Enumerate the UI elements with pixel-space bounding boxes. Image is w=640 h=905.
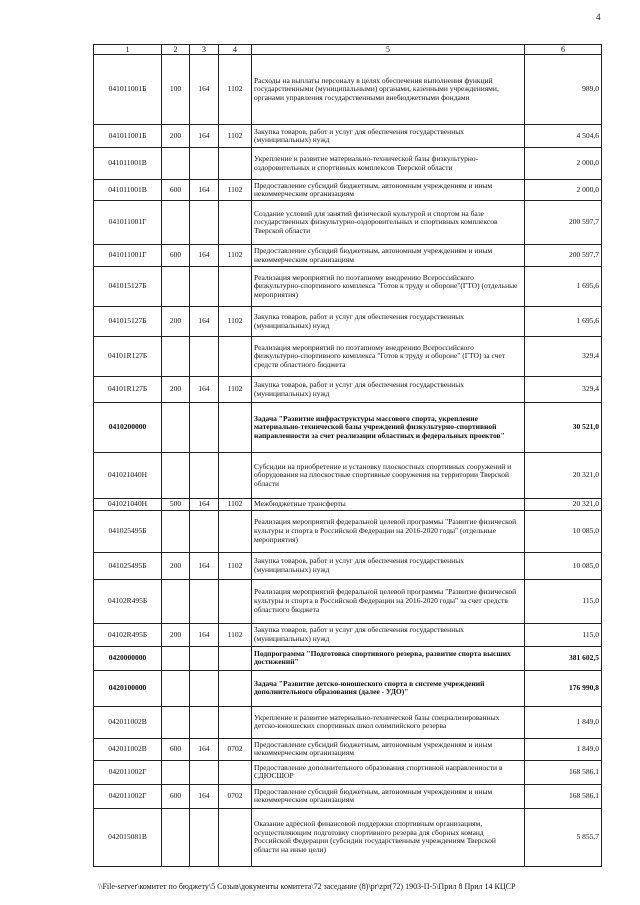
row-code-cell: 04102R495Б (94, 623, 162, 646)
row-code-cell: 041011001В (94, 180, 162, 201)
row-amount-cell: 30 521,0 (525, 403, 602, 453)
row-code-cell: 041011001Б (94, 55, 162, 125)
row-expense-type-cell: 600 (162, 245, 190, 267)
row-expense-type-cell (162, 706, 190, 738)
row-amount-cell: 115,0 (525, 579, 602, 623)
row-code-cell: 04102R495Б (94, 579, 162, 623)
row-subsection-cell: 0702 (219, 784, 252, 808)
table-row (94, 337, 602, 377)
row-subsection-cell (219, 670, 252, 706)
row-code-cell: 041021040Н (94, 499, 162, 511)
row-section-cell (190, 201, 219, 245)
row-code-cell: 041025495Б (94, 510, 162, 552)
table-row (94, 307, 602, 337)
table-row (94, 808, 602, 866)
row-name-cell: Реализация мероприятий федеральной целевой программы "Развитие физической культуры и спорта в Российской Федерации на 2016-2020 годы" за счет средств областного бюджета (252, 579, 525, 623)
row-name-cell: Задача "Развитие инфраструктуры массового спорта, укрепление материально-технической базы учреждений физкультурно-спортивной направленности за счет реализации областных и федеральных проектов" (252, 403, 525, 453)
row-code-cell: 0420100000 (94, 670, 162, 706)
row-section-cell (190, 670, 219, 706)
row-section-cell: 164 (190, 125, 219, 148)
row-section-cell (190, 646, 219, 670)
table-row (94, 180, 602, 201)
table-row (94, 403, 602, 453)
row-code-cell: 041011001Б (94, 125, 162, 148)
row-expense-type-cell: 200 (162, 552, 190, 579)
table-row (94, 125, 602, 148)
row-amount-cell: 115,0 (525, 623, 602, 646)
table-row (94, 646, 602, 670)
table-row (94, 377, 602, 403)
row-name-cell: Задача "Развитие детско-юношеского спорта в системе учреждений дополнительного образования (далее - УДО)" (252, 670, 525, 706)
file-path-footer: \\File-server\комитет по бюджету\5 Созыв\документы комитета\72 заседание (8)\pr\zpr(72) 1903-П-5\Прил 8 Прил 14 КЦСР (98, 882, 516, 891)
row-code-cell: 041021040Н (94, 453, 162, 499)
row-code-cell: 041011001Г (94, 201, 162, 245)
row-expense-type-cell (162, 760, 190, 784)
row-amount-cell: 2 000,0 (525, 180, 602, 201)
row-amount-cell: 329,4 (525, 377, 602, 403)
row-section-cell: 164 (190, 307, 219, 337)
row-amount-cell: 2 000,0 (525, 148, 602, 180)
row-code-cell: 042015081В (94, 808, 162, 866)
row-code-cell: 0410200000 (94, 403, 162, 453)
row-subsection-cell: 1102 (219, 180, 252, 201)
table-row (94, 623, 602, 646)
row-subsection-cell: 1102 (219, 125, 252, 148)
row-amount-cell: 200 597,7 (525, 245, 602, 267)
row-amount-cell: 4 504,6 (525, 125, 602, 148)
table-row (94, 670, 602, 706)
row-name-cell: Предоставление субсидий бюджетным, автономным учреждениям и иным некоммерческим организациям (252, 738, 525, 760)
row-section-cell (190, 510, 219, 552)
table-row (94, 55, 602, 125)
row-subsection-cell (219, 706, 252, 738)
row-section-cell: 164 (190, 377, 219, 403)
row-subsection-cell: 1102 (219, 307, 252, 337)
budget-table (93, 44, 602, 867)
row-name-cell: Оказание адресной финансовой поддержки спортивным организациям, осуществляющим подготовку спортивного резерва для сборных команд Российской Федерации (субсидии государственным учреждениям Тверской области на иные цели) (252, 808, 525, 866)
page-number: 4 (596, 12, 601, 22)
row-expense-type-cell: 600 (162, 180, 190, 201)
header-cell-subsection: 4 (219, 45, 252, 55)
row-subsection-cell (219, 403, 252, 453)
row-name-cell: Реализация мероприятий федеральной целевой программы "Развитие физической культуры и спорта в Российской Федерации на 2016-2020 годы" (отдельные мероприятия) (252, 510, 525, 552)
row-subsection-cell (219, 337, 252, 377)
row-expense-type-cell: 200 (162, 307, 190, 337)
row-amount-cell: 10 085,0 (525, 510, 602, 552)
row-expense-type-cell: 200 (162, 623, 190, 646)
row-expense-type-cell (162, 579, 190, 623)
row-expense-type-cell: 200 (162, 125, 190, 148)
row-expense-type-cell: 600 (162, 738, 190, 760)
row-amount-cell: 989,0 (525, 55, 602, 125)
row-name-cell: Предоставление субсидий бюджетным, автономным учреждениям и иным некоммерческим организациям (252, 784, 525, 808)
row-code-cell: 042011002Г (94, 760, 162, 784)
row-name-cell: Подпрограмма "Подготовка спортивного резерва, развитие спорта высших достижений" (252, 646, 525, 670)
row-expense-type-cell (162, 670, 190, 706)
header-cell-name: 5 (252, 45, 525, 55)
row-section-cell: 164 (190, 784, 219, 808)
row-name-cell: Закупка товаров, работ и услуг для обеспечения государственных (муниципальных) нужд (252, 623, 525, 646)
row-expense-type-cell (162, 148, 190, 180)
row-section-cell (190, 337, 219, 377)
row-name-cell: Закупка товаров, работ и услуг для обеспечения государственных (муниципальных) нужд (252, 125, 525, 148)
row-name-cell: Закупка товаров, работ и услуг для обеспечения государственных (муниципальных) нужд (252, 377, 525, 403)
row-name-cell: Предоставление дополнительного образования спортивной направленности в СДЮСШОР (252, 760, 525, 784)
table-row (94, 453, 602, 499)
row-amount-cell: 1 695,6 (525, 267, 602, 307)
header-cell-expense-type: 2 (162, 45, 190, 55)
row-name-cell: Реализация мероприятий по поэтапному внедрению Всероссийского физкультурно-спортивного комплекса "Готов к труду и обороне"(ГТО) (отдельные мероприятия) (252, 267, 525, 307)
row-name-cell: Создание условий для занятий физической культурой и спортом на базе государственных физкультурно-оздоровительных и спортивных комплексов Тверской области (252, 201, 525, 245)
row-name-cell: Субсидии на приобретение и установку плоскостных спортивных сооружений и оборудования на плоскостные спортивные сооружения на территории Тверской области (252, 453, 525, 499)
row-subsection-cell (219, 808, 252, 866)
row-subsection-cell: 1102 (219, 55, 252, 125)
row-amount-cell: 5 855,7 (525, 808, 602, 866)
row-name-cell: Укрепление и развитие материально-технической базы физкультурно-оздоровительных и спортивных комплексов Тверской области (252, 148, 525, 180)
row-amount-cell: 1 849,0 (525, 706, 602, 738)
row-subsection-cell: 1102 (219, 377, 252, 403)
row-expense-type-cell: 100 (162, 55, 190, 125)
row-section-cell (190, 403, 219, 453)
row-expense-type-cell (162, 808, 190, 866)
row-expense-type-cell: 600 (162, 784, 190, 808)
row-name-cell: Межбюджетные трансферты (252, 499, 525, 511)
table-row (94, 510, 602, 552)
row-amount-cell: 200 597,7 (525, 201, 602, 245)
row-code-cell: 042011002Г (94, 784, 162, 808)
row-amount-cell: 176 990,8 (525, 670, 602, 706)
row-section-cell: 164 (190, 552, 219, 579)
row-expense-type-cell (162, 337, 190, 377)
table-row (94, 760, 602, 784)
row-subsection-cell: 0702 (219, 738, 252, 760)
row-section-cell: 164 (190, 245, 219, 267)
row-subsection-cell (219, 453, 252, 499)
budget-table-body (94, 45, 602, 867)
row-subsection-cell (219, 148, 252, 180)
row-amount-cell: 168 586,1 (525, 784, 602, 808)
header-cell-section: 3 (190, 45, 219, 55)
row-code-cell: 041015127Б (94, 267, 162, 307)
header-cell-code: 1 (94, 45, 162, 55)
row-amount-cell: 20 321,0 (525, 453, 602, 499)
row-expense-type-cell (162, 403, 190, 453)
row-section-cell (190, 706, 219, 738)
row-subsection-cell (219, 646, 252, 670)
row-subsection-cell: 1102 (219, 623, 252, 646)
row-expense-type-cell (162, 646, 190, 670)
row-section-cell: 164 (190, 623, 219, 646)
row-name-cell: Укрепление и развитие материально-технической базы специализированных детско-юношеских спортивных школ олимпийского резерва (252, 706, 525, 738)
row-amount-cell: 329,4 (525, 337, 602, 377)
table-header-row (94, 45, 602, 55)
row-name-cell: Расходы на выплаты персоналу в целях обеспечения выполнения функций государственными (муниципальными) органами, казенными учреждениями, органами управления государственными внебюджетными фондами (252, 55, 525, 125)
row-code-cell: 0420000000 (94, 646, 162, 670)
row-code-cell: 041025495Б (94, 552, 162, 579)
row-code-cell: 041011001Г (94, 245, 162, 267)
row-section-cell (190, 760, 219, 784)
row-name-cell: Предоставление субсидий бюджетным, автономным учреждениям и иным некоммерческим организациям (252, 245, 525, 267)
row-code-cell: 04101R127Б (94, 377, 162, 403)
table-row (94, 738, 602, 760)
table-row (94, 267, 602, 307)
row-amount-cell: 1 695,6 (525, 307, 602, 337)
row-name-cell: Закупка товаров, работ и услуг для обеспечения государственных (муниципальных) нужд (252, 552, 525, 579)
row-subsection-cell: 1102 (219, 552, 252, 579)
table-row (94, 148, 602, 180)
row-code-cell: 042011002В (94, 706, 162, 738)
row-amount-cell: 381 602,5 (525, 646, 602, 670)
row-section-cell (190, 808, 219, 866)
row-section-cell (190, 453, 219, 499)
row-amount-cell: 1 849,0 (525, 738, 602, 760)
row-code-cell: 041015127Б (94, 307, 162, 337)
table-row (94, 706, 602, 738)
table-row (94, 552, 602, 579)
table-row (94, 579, 602, 623)
row-section-cell: 164 (190, 738, 219, 760)
row-code-cell: 04101R127Б (94, 337, 162, 377)
row-expense-type-cell (162, 510, 190, 552)
row-subsection-cell (219, 267, 252, 307)
row-section-cell (190, 267, 219, 307)
row-section-cell (190, 148, 219, 180)
row-name-cell: Реализация мероприятий по поэтапному внедрению Всероссийского физкультурно-спортивного комплекса "Готов к труду и обороне" (ГТО) за счет средств областного бюджета (252, 337, 525, 377)
row-subsection-cell: 1102 (219, 245, 252, 267)
row-section-cell (190, 579, 219, 623)
row-subsection-cell (219, 760, 252, 784)
table-row (94, 499, 602, 511)
row-expense-type-cell (162, 453, 190, 499)
row-name-cell: Закупка товаров, работ и услуг для обеспечения государственных (муниципальных) нужд (252, 307, 525, 337)
table-row (94, 201, 602, 245)
row-expense-type-cell: 200 (162, 377, 190, 403)
row-amount-cell: 168 586,1 (525, 760, 602, 784)
row-section-cell: 164 (190, 55, 219, 125)
table-row (94, 784, 602, 808)
row-name-cell: Предоставление субсидий бюджетным, автономным учреждениям и иным некоммерческим организациям (252, 180, 525, 201)
row-expense-type-cell: 500 (162, 499, 190, 511)
row-section-cell: 164 (190, 180, 219, 201)
header-cell-amount: 6 (525, 45, 602, 55)
table-row (94, 245, 602, 267)
row-subsection-cell (219, 201, 252, 245)
row-amount-cell: 10 085,0 (525, 552, 602, 579)
row-amount-cell: 20 321,0 (525, 499, 602, 511)
row-expense-type-cell (162, 267, 190, 307)
row-code-cell: 041011001В (94, 148, 162, 180)
row-subsection-cell (219, 579, 252, 623)
row-subsection-cell (219, 510, 252, 552)
row-subsection-cell: 1102 (219, 499, 252, 511)
row-code-cell: 042011002В (94, 738, 162, 760)
row-section-cell: 164 (190, 499, 219, 511)
row-expense-type-cell (162, 201, 190, 245)
